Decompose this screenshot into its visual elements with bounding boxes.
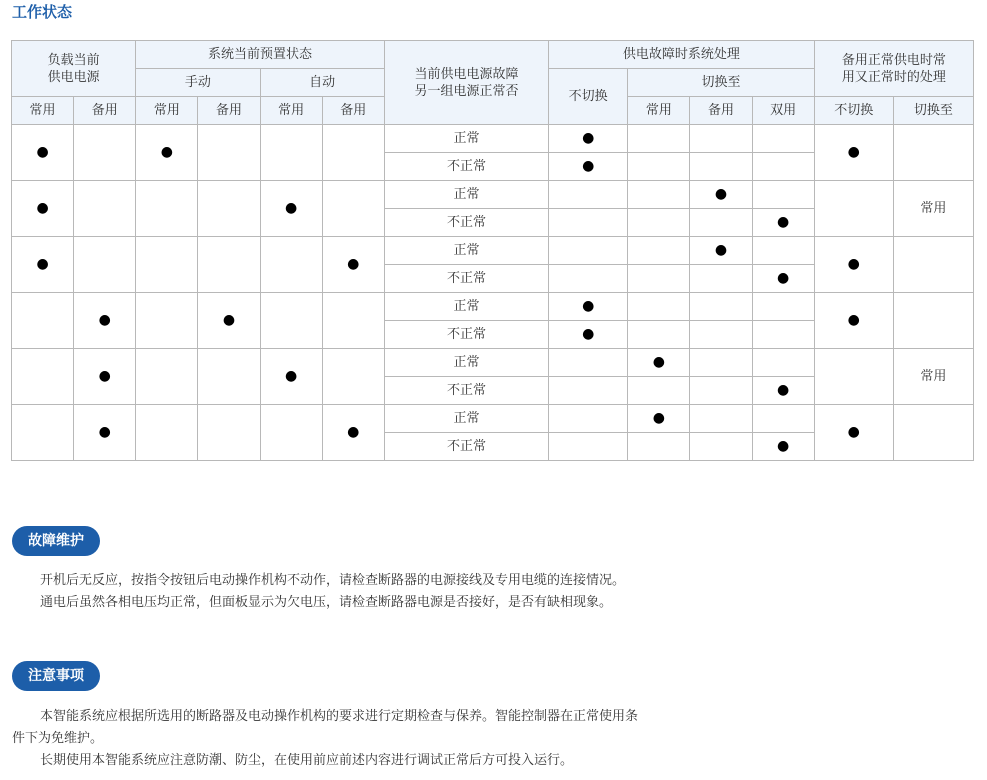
cell-recovery-switch-to (893, 293, 973, 349)
cell-condition: 不正常 (384, 433, 548, 461)
cell-fault-no-switch (549, 321, 628, 349)
cell-preset-auto-common (260, 181, 322, 237)
cell-fault-switch-dual (752, 209, 814, 237)
header-switch-common: 常用 (628, 97, 690, 125)
cell-load-backup (74, 181, 136, 237)
cell-fault-switch-common (628, 181, 690, 209)
header-switch-backup: 备用 (690, 97, 752, 125)
cell-fault-switch-common (628, 265, 690, 293)
cell-fault-switch-backup (690, 237, 752, 265)
cell-fault-switch-dual (752, 349, 814, 377)
dot-mark: ● (222, 312, 236, 328)
cell-fault-switch-common (628, 405, 690, 433)
cell-fault-switch-dual (752, 125, 814, 153)
header-recovery-switch-to: 切换至 (893, 97, 973, 125)
cell-fault-no-switch (549, 433, 628, 461)
notes-title: 注意事项 (12, 661, 100, 691)
cell-fault-switch-common (628, 125, 690, 153)
cell-load-backup (74, 349, 136, 405)
cell-fault-no-switch (549, 349, 628, 377)
cell-condition: 正常 (384, 349, 548, 377)
dot-mark: ● (776, 270, 790, 286)
cell-fault-switch-backup (690, 433, 752, 461)
dot-mark: ● (284, 200, 298, 216)
cell-load-backup (74, 125, 136, 181)
dot-mark: ● (652, 354, 665, 370)
cell-load-backup (74, 237, 136, 293)
cell-fault-no-switch (549, 237, 628, 265)
cell-preset-manual-common (136, 405, 198, 461)
cell-preset-auto-backup (322, 293, 384, 349)
dot-mark: ● (714, 186, 728, 202)
cell-fault-switch-common (628, 209, 690, 237)
cell-load-common (12, 181, 74, 237)
cell-preset-manual-common (136, 125, 198, 181)
cell-fault-switch-backup (690, 153, 752, 181)
dot-mark: ● (652, 410, 665, 426)
table-row (12, 405, 974, 433)
dot-mark: ● (36, 144, 49, 160)
cell-fault-switch-dual (752, 293, 814, 321)
dot-mark: ● (284, 368, 298, 384)
table-row (12, 181, 974, 209)
cell-preset-auto-backup (322, 405, 384, 461)
header-auto-backup: 备用 (322, 97, 384, 125)
cell-preset-manual-backup (198, 181, 260, 237)
dot-mark: ● (847, 424, 860, 440)
cell-preset-auto-backup (322, 181, 384, 237)
dot-mark: ● (776, 438, 790, 454)
cell-fault-switch-dual (752, 405, 814, 433)
cell-fault-switch-dual (752, 433, 814, 461)
cell-fault-switch-common (628, 153, 690, 181)
cell-condition: 正常 (384, 181, 548, 209)
cell-fault-switch-common (628, 321, 690, 349)
cell-fault-switch-common (628, 349, 690, 377)
cell-fault-switch-backup (690, 349, 752, 377)
dot-mark: ● (714, 242, 728, 258)
cell-condition: 不正常 (384, 321, 548, 349)
cell-condition: 不正常 (384, 377, 548, 405)
cell-fault-switch-common (628, 377, 690, 405)
working-state-table (11, 40, 974, 461)
table-row (12, 237, 974, 265)
cell-fault-switch-backup (690, 125, 752, 153)
cell-condition: 不正常 (384, 209, 548, 237)
cell-fault-no-switch (549, 125, 628, 153)
cell-recovery-no-switch (814, 237, 893, 293)
cell-fault-switch-backup (690, 405, 752, 433)
dot-mark: ● (98, 312, 111, 328)
cell-recovery-no-switch (814, 125, 893, 181)
dot-mark: ● (98, 424, 111, 440)
dot-mark: ● (347, 256, 360, 272)
cell-fault-switch-backup (690, 265, 752, 293)
cell-preset-auto-common (260, 293, 322, 349)
cell-preset-auto-backup (322, 349, 384, 405)
cell-fault-switch-backup (690, 377, 752, 405)
dot-mark: ● (582, 298, 595, 314)
section-title-working-state: 工作状态 (12, 3, 73, 21)
cell-fault-no-switch (549, 293, 628, 321)
cell-fault-switch-backup (690, 181, 752, 209)
table-row (12, 125, 974, 153)
cell-fault-no-switch (549, 377, 628, 405)
cell-fault-switch-backup (690, 293, 752, 321)
dot-mark: ● (847, 256, 860, 272)
cell-preset-manual-backup (198, 349, 260, 405)
cell-load-backup (74, 405, 136, 461)
fault-line: 开机后无反应，按指令按钮后电动操作机构不动作，请检查断路器的电源接线及专用电缆的连接情况。 (40, 573, 626, 588)
cell-load-common (12, 293, 74, 349)
header-manual: 手动 (136, 69, 260, 97)
cell-preset-manual-backup (198, 237, 260, 293)
fault-maintenance-title: 故障维护 (12, 526, 100, 556)
cell-preset-auto-backup (322, 237, 384, 293)
cell-recovery-no-switch (814, 181, 893, 237)
notes-text (12, 706, 642, 772)
dot-mark: ● (582, 326, 595, 342)
cell-fault-switch-backup (690, 321, 752, 349)
header-no-switch: 不切换 (549, 69, 628, 125)
cell-recovery-no-switch (814, 293, 893, 349)
cell-recovery-switch-to: 常用 (893, 181, 973, 237)
header-preset-state: 系统当前预置状态 (136, 41, 385, 69)
cell-recovery-switch-to (893, 125, 973, 181)
dot-mark: ● (582, 158, 595, 174)
dot-mark: ● (776, 214, 790, 230)
cell-fault-no-switch (549, 405, 628, 433)
dot-mark: ● (582, 130, 595, 146)
cell-recovery-no-switch (814, 349, 893, 405)
cell-fault-switch-dual (752, 237, 814, 265)
header-load-common: 常用 (12, 97, 74, 125)
cell-fault-switch-dual (752, 153, 814, 181)
cell-condition: 不正常 (384, 265, 548, 293)
dot-mark: ● (347, 424, 360, 440)
cell-fault-switch-common (628, 433, 690, 461)
header-auto-common: 常用 (260, 97, 322, 125)
header-switch-to: 切换至 (628, 69, 814, 97)
dot-mark: ● (160, 144, 173, 160)
header-switch-dual: 双用 (752, 97, 814, 125)
cell-fault-no-switch (549, 265, 628, 293)
cell-fault-no-switch (549, 153, 628, 181)
table-row (12, 293, 974, 321)
cell-condition: 不正常 (384, 153, 548, 181)
dot-mark: ● (847, 312, 860, 328)
cell-preset-manual-backup (198, 405, 260, 461)
cell-fault-switch-dual (752, 181, 814, 209)
dot-mark: ● (98, 368, 111, 384)
cell-fault-switch-common (628, 237, 690, 265)
cell-condition: 正常 (384, 293, 548, 321)
dot-mark: ● (847, 144, 860, 160)
header-backup-normal: 备用正常供电时常 用又正常时的处理 (814, 41, 973, 97)
table-row (12, 349, 974, 377)
cell-preset-auto-common (260, 349, 322, 405)
cell-recovery-switch-to (893, 237, 973, 293)
cell-preset-manual-common (136, 293, 198, 349)
cell-load-backup (74, 293, 136, 349)
cell-preset-auto-backup (322, 125, 384, 181)
cell-recovery-switch-to: 常用 (893, 349, 973, 405)
cell-fault-switch-dual (752, 377, 814, 405)
cell-recovery-switch-to (893, 405, 973, 461)
cell-preset-auto-common (260, 125, 322, 181)
cell-fault-switch-backup (690, 209, 752, 237)
header-fault-condition: 当前供电电源故障 另一组电源正常否 (384, 41, 548, 125)
cell-preset-auto-common (260, 237, 322, 293)
header-load-supply: 负载当前 供电电源 (12, 41, 136, 97)
header-manual-backup: 备用 (198, 97, 260, 125)
cell-fault-switch-common (628, 293, 690, 321)
cell-load-common (12, 125, 74, 181)
cell-fault-switch-dual (752, 265, 814, 293)
dot-mark: ● (776, 382, 790, 398)
cell-fault-switch-dual (752, 321, 814, 349)
header-recovery-no-switch: 不切换 (814, 97, 893, 125)
cell-load-common (12, 405, 74, 461)
notes-line: 本智能系统应根据所选用的断路器及电动操作机构的要求进行定期检查与保养。智能控制器在正常使用条件下为免维护。 (12, 709, 639, 746)
cell-condition: 正常 (384, 405, 548, 433)
cell-preset-manual-backup (198, 293, 260, 349)
dot-mark: ● (36, 256, 49, 272)
header-fault-handling: 供电故障时系统处理 (549, 41, 815, 69)
header-auto: 自动 (260, 69, 384, 97)
cell-fault-no-switch (549, 181, 628, 209)
fault-maintenance-text (12, 570, 642, 614)
header-load-backup: 备用 (74, 97, 136, 125)
cell-load-common (12, 237, 74, 293)
cell-condition: 正常 (384, 125, 548, 153)
cell-recovery-no-switch (814, 405, 893, 461)
cell-preset-manual-backup (198, 125, 260, 181)
cell-fault-no-switch (549, 209, 628, 237)
cell-preset-manual-common (136, 181, 198, 237)
cell-condition: 正常 (384, 237, 548, 265)
cell-preset-manual-common (136, 349, 198, 405)
dot-mark: ● (36, 200, 49, 216)
notes-line: 长期使用本智能系统应注意防潮、防尘，在使用前应前述内容进行调试正常后方可投入运行。 (40, 753, 574, 768)
cell-preset-manual-common (136, 237, 198, 293)
cell-preset-auto-common (260, 405, 322, 461)
cell-load-common (12, 349, 74, 405)
fault-line: 通电后虽然各相电压均正常，但面板显示为欠电压，请检查断路器电源是否接好，是否有缺相现象。 (40, 595, 613, 610)
header-manual-common: 常用 (136, 97, 198, 125)
